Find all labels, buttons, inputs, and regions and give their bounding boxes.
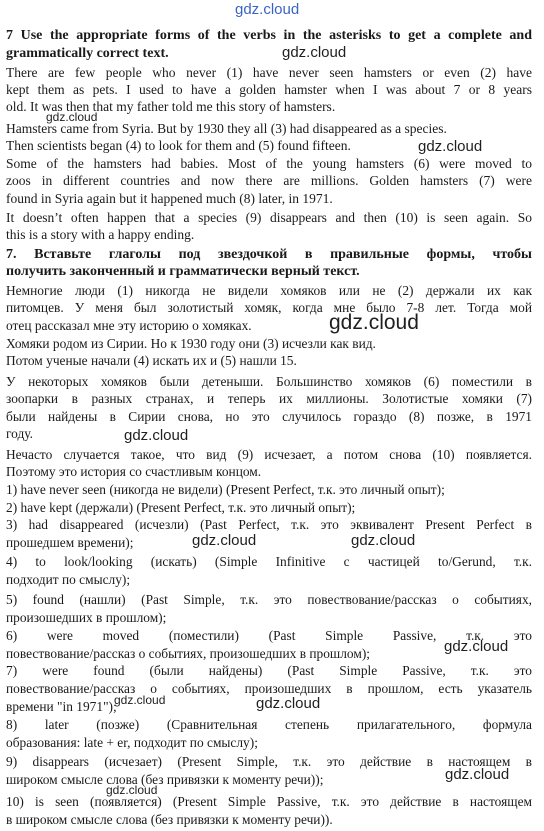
text-ru-line-9: году. (6, 426, 33, 441)
answers-line-8: произошедших в прошлом); (6, 610, 167, 625)
watermark-3: gdz.cloud (46, 110, 98, 124)
answers-line-10: повествование/рассказ о событиях, произошедших в прошлом); (6, 646, 371, 661)
answers-line-15: образования: late + er, подходит по смыслу); (6, 735, 258, 750)
answers-line-11: 7) were found (были найдены) (Past Simple Passive, т.к. это (6, 663, 532, 678)
answers-line-12: повествование/рассказ о событиях, произошедших в прошлом, есть указатель (6, 681, 532, 696)
answers-line-16: 9) disappears (исчезает) (Present Simple, т.к. это действие в настоящем в (6, 754, 532, 769)
text-en-line-2: kept them as pets. I used to have a golden hamster when I was about 7 or 8 years (6, 82, 532, 97)
answers-line-4: прошедшем времени); (6, 535, 134, 550)
watermark-13: gdz.cloud (106, 783, 158, 797)
text-ru-line-3: отец рассказал мне эту историю о хомяках. (6, 318, 252, 333)
text-ru-line-1: Немногие люди (1) никогда не видели хомяков или не (2) держали их как (6, 283, 532, 298)
text-en-line-1: There are few people who never (1) have never seen hamsters or even (2) have (6, 65, 532, 80)
answers-line-7: 5) found (нашли) (Past Simple, т.к. это повествование/рассказ о событиях, (6, 592, 532, 607)
watermark-8: gdz.cloud (351, 532, 416, 549)
text-en-line-8: found in Syria again but it happened much (8) later, in 1971. (6, 191, 333, 206)
text-en-line-7: zoos in different countries and now there are millions. Golden hamsters (7) were (6, 173, 532, 188)
answers-line-3: 3) had disappeared (исчезли) (Past Perfect, т.к. это эквивалент Present Perfect в (6, 517, 532, 532)
watermark-9: gdz.cloud (444, 638, 509, 655)
answers-line-13: времени "in 1971"); (6, 699, 117, 714)
text-ru-line-10: Нечасто случается такое, что вид (9) исчезает, а потом снова (10) появляется. (6, 447, 532, 462)
watermark-5: gdz.cloud (329, 311, 419, 334)
watermark-2: gdz.cloud (282, 44, 347, 61)
text-en-line-9: It doesn’t often happen that a species (9) disappears and then (10) is seen again. So (6, 210, 532, 225)
watermark-7: gdz.cloud (192, 532, 257, 549)
text-ru-line-4: Хомяки родом из Сирии. Но к 1930 году они (3) исчезли как вид. (6, 336, 376, 351)
text-ru-line-11: Поэтому это история со счастливым концом. (6, 464, 262, 479)
answers-line-17: широком смысле слова (без привязки к моменту речи)); (6, 772, 324, 787)
watermark-10: gdz.cloud (114, 693, 166, 707)
text-ru-line-5: Потом ученые начали (4) искать их и (5) нашли 15. (6, 353, 297, 368)
text-en-line-4: Hamsters came from Syria. But by 1930 they all (3) had disappeared as a species. (6, 121, 447, 136)
answers-line-5: 4) to look/looking (искать) (Simple Infinitive с частицей to/Gerund, т.к. (6, 554, 532, 569)
heading-en-line-1: 7 Use the appropriate forms of the verbs in the asterisks to get a complete and (6, 28, 532, 43)
answers-line-14: 8) later (позже) (Сравнительная степень прилагательного, формула (6, 717, 532, 732)
heading-ru-line-2: получить законченный и грамматически верный текст. (6, 264, 360, 279)
text-ru-line-2: питомцев. У меня был золотистый хомяк, когда мне было 7-8 лет. Тогда мой (6, 300, 532, 315)
heading-en-line-2: grammatically correct text. (6, 46, 169, 61)
text-ru-line-8: были найдены в Сирии снова, но это случилось гораздо (8) позже, в 1971 (6, 409, 532, 424)
text-ru-line-7: зоопарки в разных странах, и теперь их миллионы. Золотистые хомяки (7) (6, 391, 532, 406)
text-en-line-10: this is a story with a happy ending. (6, 227, 195, 242)
watermark-4: gdz.cloud (418, 138, 483, 155)
answers-line-19: в широком смысле слова (без привязки к моменту речи)). (6, 812, 333, 827)
text-en-line-3: old. It was then that my father told me this story of hamsters. (6, 99, 336, 114)
watermark-1: gdz.cloud (235, 1, 300, 18)
answers-line-2: 2) have kept (держали) (Present Perfect, т.к. это личный опыт); (6, 500, 356, 515)
answers-line-6: подходит по смыслу); (6, 572, 131, 587)
watermark-12: gdz.cloud (445, 766, 510, 783)
text-en-line-6: Some of the hamsters had babies. Most of the young hamsters (6) were moved to (6, 156, 532, 171)
answers-line-1: 1) have never seen (никогда не видели) (Present Perfect, т.к. это личный опыт); (6, 482, 445, 497)
text-ru-line-6: У некоторых хомяков были детеныши. Большинство хомяков (6) поместили в (6, 374, 532, 389)
answers-line-9: 6) were moved (поместили) (Past Simple Passive, т.к. это (6, 628, 532, 643)
watermark-6: gdz.cloud (124, 427, 189, 444)
heading-ru-line-1: 7. Вставьте глаголы под звездочкой в правильные формы, чтобы (6, 247, 532, 262)
answers-line-18: 10) is seen (появляется) (Present Simple Passive, т.к. это действие в настоящем (6, 794, 532, 809)
watermark-11: gdz.cloud (256, 695, 321, 712)
text-en-line-5: Then scientists began (4) to look for them and (5) found fifteen. (6, 138, 351, 153)
